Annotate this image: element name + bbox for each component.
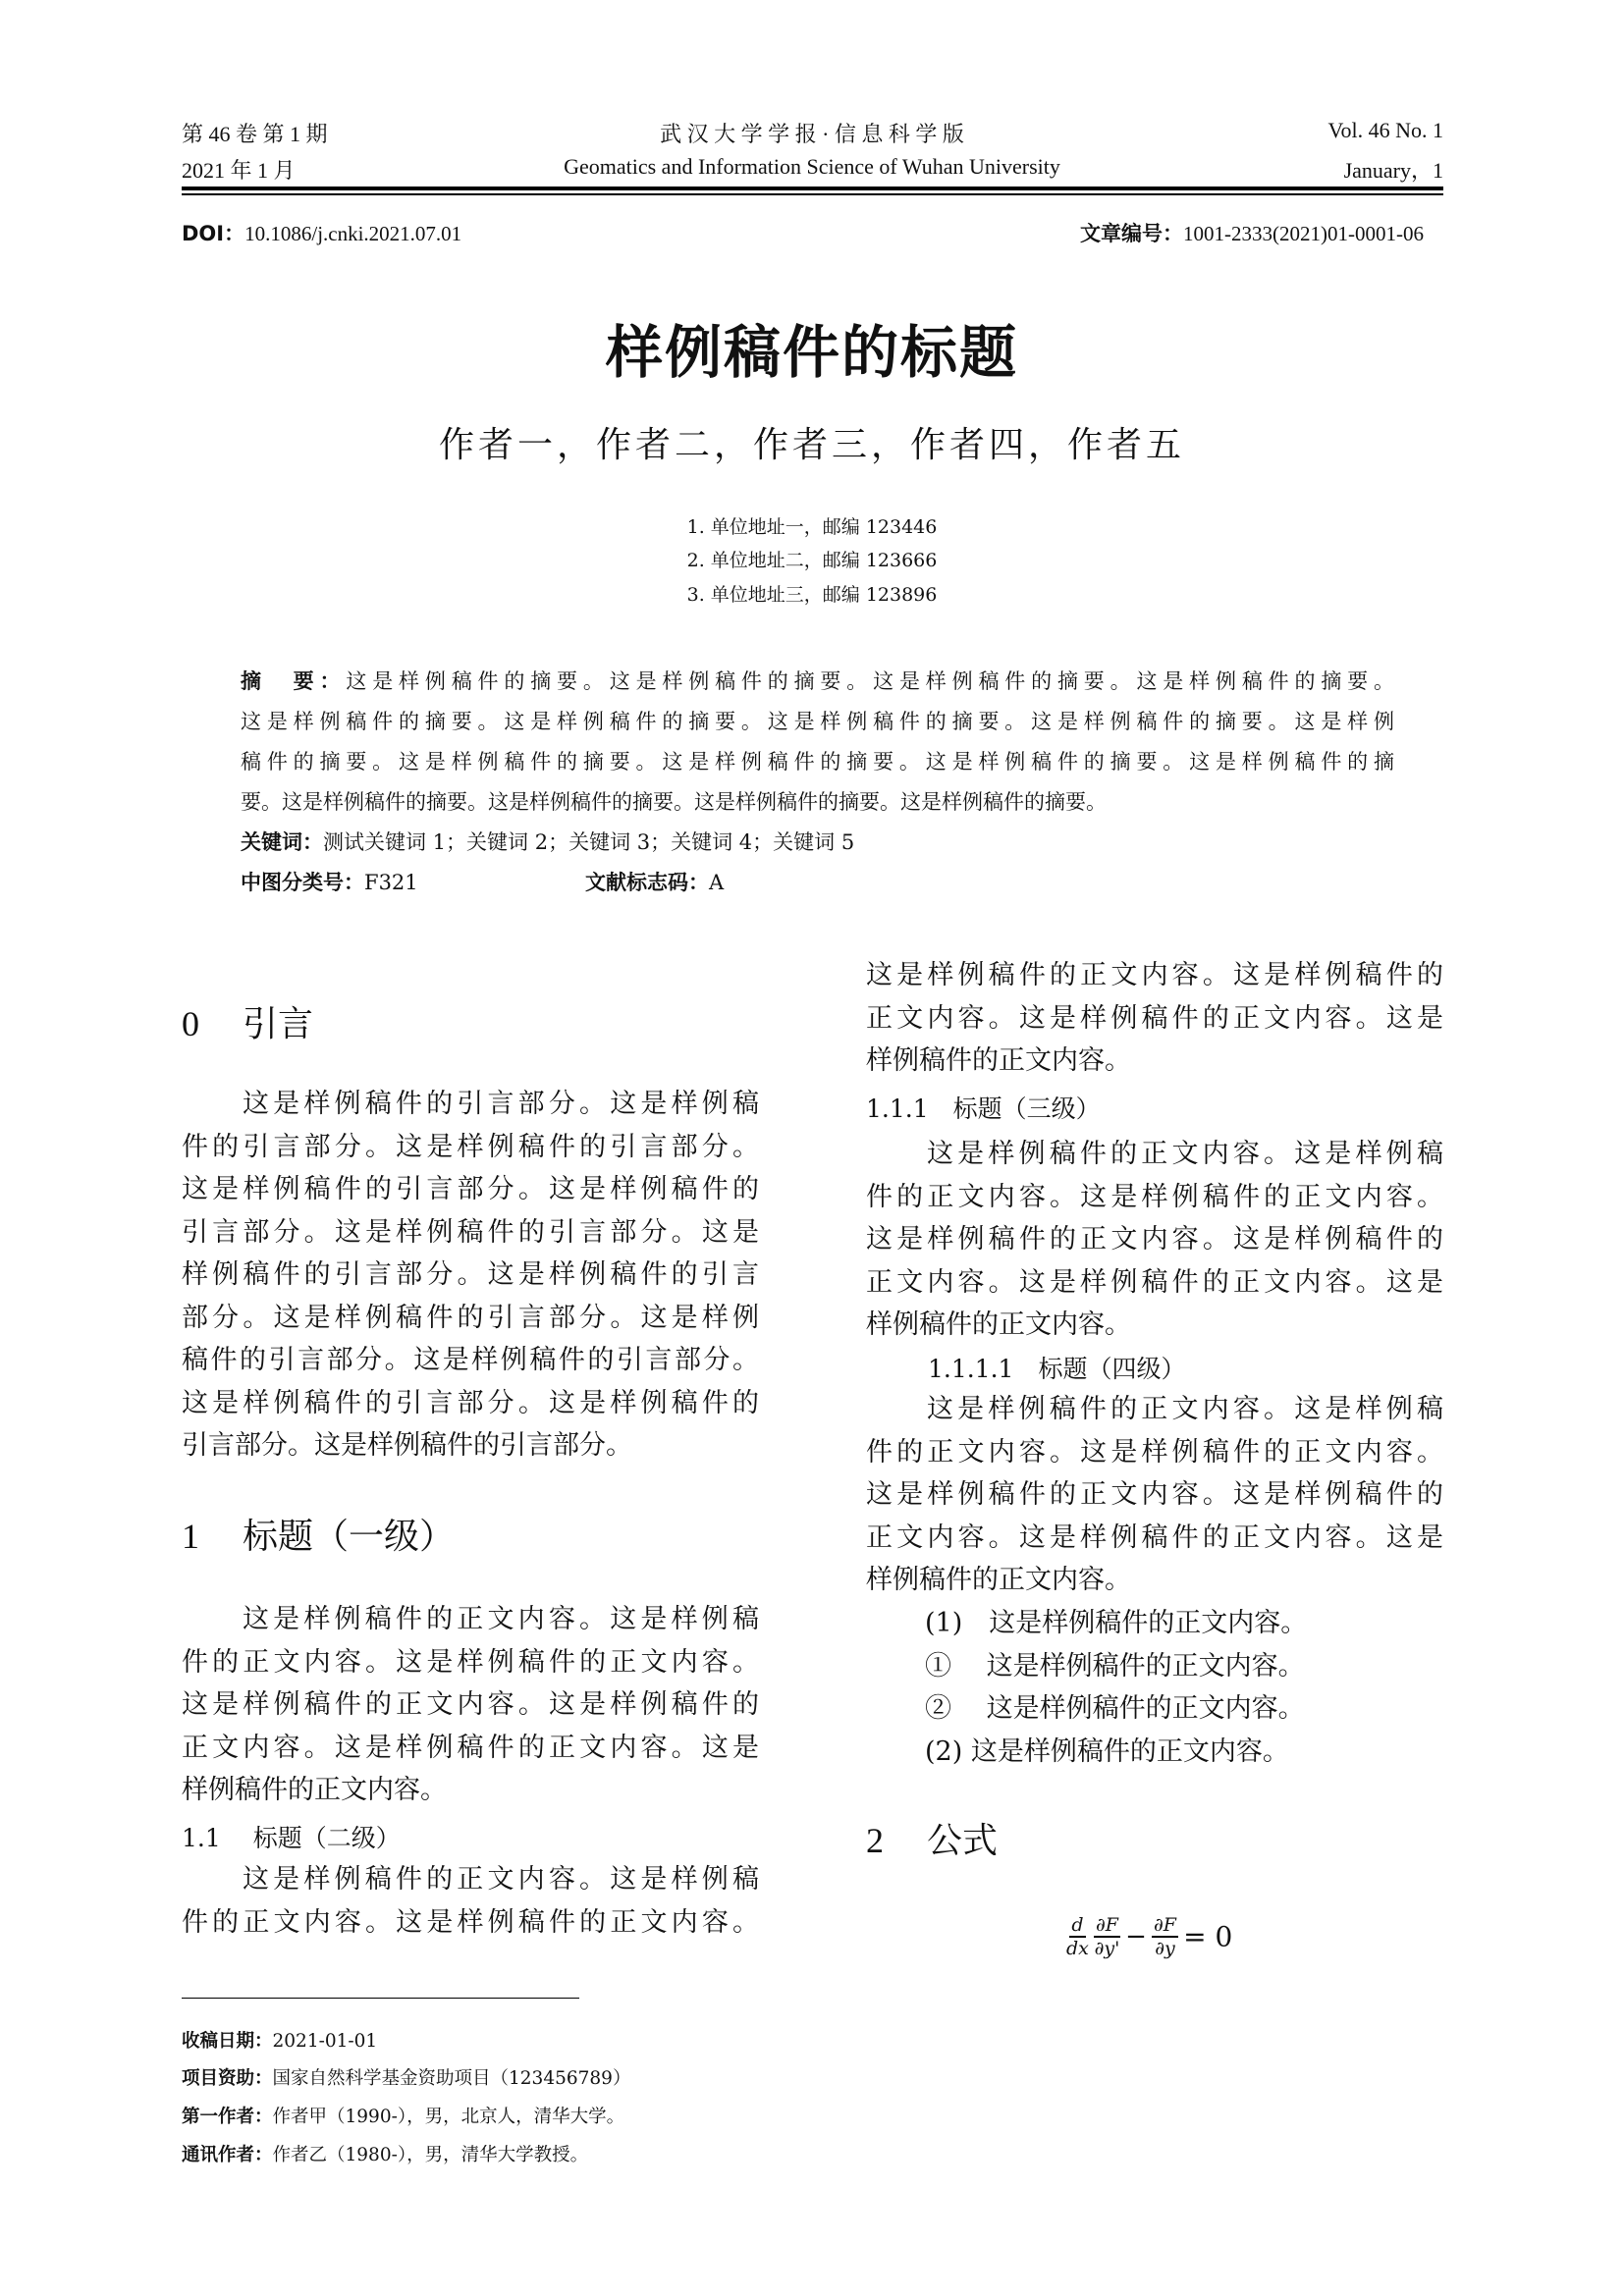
keywords-value: 测试关键词 1；关键词 2；关键词 3；关键词 4；关键词 5: [323, 830, 855, 854]
affiliation-2: 2. 单位地址二，邮编 123666: [686, 550, 938, 571]
volume-issue-cn: 第 46 卷 第 1 期: [182, 122, 328, 146]
abstract-line: 稿件的摘要。这是样例稿件的摘要。这是样例稿件的摘要。这是样例稿件的摘要。这是样例稿件的摘: [241, 750, 1394, 774]
footnote-funding: [182, 2064, 630, 2090]
heading-level4: 1.1.1.1 标题（四级）: [928, 1355, 1186, 1383]
abstract-line: 要。这是样例稿件的摘要。这是样例稿件的摘要。这是样例稿件的摘要。这是样例稿件的摘要。: [241, 790, 1107, 814]
paragraph-line: 样例稿件的正文内容。: [866, 1045, 1131, 1076]
footnote-label: 项目资助：: [182, 2068, 273, 2089]
date-cn: 2021 年 1 月: [182, 158, 296, 183]
footnote-rule: [182, 1998, 579, 1999]
doi-label: DOI：: [182, 222, 245, 245]
volume-issue-en: Vol. 46 No. 1: [1327, 118, 1443, 142]
affiliation-3: 3. 单位地址三，邮编 123896: [686, 584, 938, 606]
euler-lagrange-formula: [1066, 1914, 1232, 1959]
paragraph-line: 部分。这是样例稿件的引言部分。这是样例: [182, 1302, 759, 1333]
paragraph-line: 件的正文内容。这是样例稿件的正文内容。: [866, 1181, 1443, 1212]
footnote-text: 作者甲（1990-），男，北京人，清华大学。: [272, 2107, 625, 2127]
denominator: ∂y': [1094, 1938, 1120, 1959]
paragraph-line: 引言部分。这是样例稿件的引言部分。: [182, 1430, 632, 1461]
paragraph-line: 样例稿件的引言部分。这是样例稿件的引言: [182, 1259, 759, 1290]
footnote-corresponding-author: [182, 2141, 588, 2166]
list-item: ① 这是样例稿件的正文内容。: [925, 1650, 1305, 1682]
paragraph-line: 这是样例稿件的正文内容。这是样例稿: [243, 1604, 759, 1634]
doc-code-value: A: [709, 871, 725, 894]
paragraph-line: 正文内容。这是样例稿件的正文内容。这是: [182, 1732, 759, 1763]
article-number: [1080, 218, 1424, 247]
heading-number: 2: [866, 1821, 884, 1860]
numerator: d: [1071, 1914, 1084, 1936]
paragraph-line: 这是样例稿件的正文内容。这是样例稿件的: [866, 960, 1443, 990]
list-item: (1) 这是样例稿件的正文内容。: [925, 1608, 1308, 1638]
affiliation-1: 1. 单位地址一，邮编 123446: [686, 516, 938, 538]
classification: [241, 863, 1394, 903]
fraction-dF-dyprime: [1094, 1914, 1120, 1959]
paper-title: 样例稿件的标题: [605, 319, 1018, 386]
paragraph-line: 这是样例稿件的正文内容。这是样例稿: [927, 1139, 1443, 1169]
paragraph-line: 件的引言部分。这是样例稿件的引言部分。: [182, 1131, 759, 1162]
paragraph-line: 正文内容。这是样例稿件的正文内容。这是: [866, 1522, 1443, 1553]
denominator: dx: [1066, 1938, 1089, 1959]
paragraph-line: 稿件的引言部分。这是样例稿件的引言部分。: [182, 1345, 759, 1375]
footnote-text: 作者乙（1980-），男，清华大学教授。: [272, 2145, 589, 2165]
body-paragraph: [182, 1858, 759, 1944]
clc-value: F321: [364, 871, 418, 894]
header-rule-thin: [182, 193, 1443, 195]
paragraph-line: 这是样例稿件的正文内容。这是样例稿件的: [866, 1224, 1443, 1255]
body-paragraph: [866, 1388, 1443, 1602]
footnote-label: 收稿日期：: [182, 2031, 273, 2052]
authors: 作者一，作者二，作者三，作者四，作者五: [438, 425, 1185, 465]
paragraph-line: 件的正文内容。这是样例稿件的正文内容。: [182, 1646, 759, 1678]
paragraph-line: 这是样例稿件的引言部分。这是样例稿件的: [182, 1174, 759, 1204]
fraction-dF-dy: [1152, 1914, 1178, 1959]
heading-introduction: [182, 996, 313, 1046]
keywords: [241, 823, 1394, 863]
clc-label: 中图分类号：: [241, 871, 364, 894]
denominator: ∂y: [1155, 1938, 1175, 1959]
footnote-text: 国家自然科学基金资助项目（123456789）: [272, 2068, 631, 2089]
article-number-label: 文章编号：: [1080, 222, 1184, 245]
paragraph-line: 正文内容。这是样例稿件的正文内容。这是: [866, 1266, 1443, 1298]
heading-level3: 1.1.1 标题（三级）: [866, 1095, 1101, 1123]
numerator: ∂F: [1153, 1914, 1176, 1936]
header-rule-thick: [182, 187, 1443, 190]
footnote-text: 2021-01-01: [272, 2031, 378, 2052]
list-item: ② 这是样例稿件的正文内容。: [925, 1693, 1305, 1724]
heading-number: 1: [182, 1517, 199, 1556]
heading-level2: 1.1 标题（二级）: [182, 1824, 401, 1852]
paragraph-line: 这是样例稿件的引言部分。这是样例稿: [243, 1089, 759, 1119]
numerator: ∂F: [1095, 1914, 1118, 1936]
list-item: (2) 这是样例稿件的正文内容。: [925, 1735, 1289, 1767]
doi: [182, 218, 461, 247]
heading-formula: [866, 1813, 998, 1863]
paragraph-line: 这是样例稿件的正文内容。这是样例稿件的: [866, 1479, 1443, 1510]
paragraph-line: 件的正文内容。这是样例稿件的正文内容。: [182, 1906, 759, 1938]
abstract-line: 这是样例稿件的摘要。这是样例稿件的摘要。这是样例稿件的摘要。这是样例稿件的摘要。: [346, 669, 1395, 693]
footnote-label: 通讯作者：: [182, 2145, 273, 2165]
heading-text: 引言: [243, 1004, 314, 1044]
fraction-d-dx: [1066, 1914, 1089, 1959]
minus-sign: −: [1125, 1922, 1147, 1951]
paragraph-line: 样例稿件的正文内容。: [182, 1775, 447, 1805]
heading-level1: [182, 1509, 455, 1559]
body-paragraph: [182, 1598, 759, 1812]
paragraph-line: 这是样例稿件的正文内容。这是样例稿件的: [182, 1689, 759, 1720]
article-number-value: 1001-2333(2021)01-0001-06: [1183, 222, 1424, 245]
doi-value: 10.1086/j.cnki.2021.07.01: [244, 222, 462, 245]
footnote-label: 第一作者：: [182, 2107, 273, 2127]
abstract-label: 摘 要：: [241, 669, 347, 693]
paragraph-line: 样例稿件的正文内容。: [866, 1309, 1131, 1340]
numbered-list: [925, 1602, 1435, 1773]
doc-code-label: 文献标志码：: [585, 871, 709, 894]
paragraph-line: 样例稿件的正文内容。: [866, 1565, 1131, 1595]
footnote-received: [182, 2027, 377, 2053]
journal-name-en: Geomatics and Information Science of Wuhan University: [564, 154, 1060, 179]
keywords-label: 关键词：: [241, 830, 323, 854]
paragraph-line: 这是样例稿件的正文内容。这是样例稿: [927, 1394, 1443, 1424]
paragraph-line: 引言部分。这是样例稿件的引言部分。这是: [182, 1216, 759, 1248]
abstract: [241, 662, 1394, 903]
abstract-line: 这是样例稿件的摘要。这是样例稿件的摘要。这是样例稿件的摘要。这是样例稿件的摘要。这是样例: [241, 710, 1394, 733]
heading-number: 0: [182, 1004, 199, 1043]
heading-text: 公式: [927, 1821, 999, 1861]
body-paragraph: [866, 954, 1443, 1083]
intro-paragraph: [182, 1083, 759, 1468]
body-paragraph: [866, 1133, 1443, 1347]
footnote-first-author: [182, 2103, 624, 2128]
paragraph-line: 件的正文内容。这是样例稿件的正文内容。: [866, 1436, 1443, 1468]
paragraph-line: 这是样例稿件的引言部分。这是样例稿件的: [182, 1387, 759, 1418]
paragraph-line: 这是样例稿件的正文内容。这是样例稿: [243, 1864, 759, 1895]
date-en: January，1: [1343, 158, 1443, 183]
heading-text: 标题（一级）: [243, 1517, 456, 1557]
equals-zero: = 0: [1183, 1920, 1233, 1953]
journal-name-cn: 武 汉 大 学 学 报 · 信 息 科 学 版: [660, 122, 964, 146]
paragraph-line: 正文内容。这是样例稿件的正文内容。这是: [866, 1002, 1443, 1034]
